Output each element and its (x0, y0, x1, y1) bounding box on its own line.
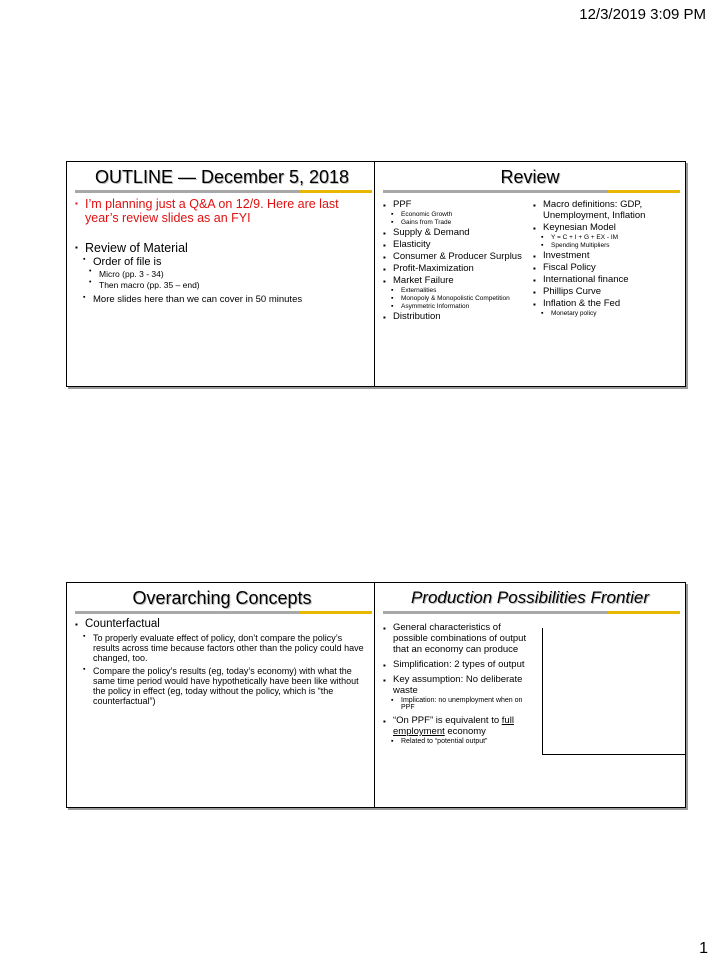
page-number: 1 (699, 940, 708, 957)
equation-item: ▪ Y = C + I + G + EX - IM (533, 234, 679, 241)
slide-title: Production Possibilities Frontier (410, 588, 650, 607)
print-datetime: 12/3/2019 3:09 PM (579, 6, 706, 23)
slide-ppf (374, 582, 686, 808)
ppf-graph-x-axis (542, 754, 686, 755)
compare-across-time-item: ▪ To properly evaluate effect of policy, don’t compare the policy’s results across time because factors other than the policy could have changed, too. (75, 633, 371, 663)
externalities-item: ▪ Externalities (383, 287, 533, 294)
compare-hypothetical-item: ▪ Compare the policy’s results (eg, today’s economy) with what the same time period would have hypothetically have been like without the policy in effect (eg, today without the policy, which is “the counterfactual”) (75, 666, 371, 706)
ppf-characteristics-item: ▪ General characteristics of possible combinations of output that an economy can produce (383, 622, 535, 655)
more-slides-item: ▪ More slides here than we can cover in 50 minutes (75, 294, 371, 305)
title-underline (383, 190, 608, 193)
intl-item: ▪ International finance (533, 274, 679, 285)
title-underline-accent (608, 611, 680, 614)
review-item: ▪ Review of Material (75, 241, 371, 255)
title-underline (383, 611, 608, 614)
title-underline-accent (300, 611, 372, 614)
micro-item: • Micro (pp. 3 - 34) (75, 269, 371, 279)
title-underline (75, 611, 300, 614)
keynesian-item: ▪ Keynesian Model (533, 222, 679, 233)
simplification-item: ▪ Simplification: 2 types of output (383, 659, 535, 670)
gains-item: ▪ Gains from Trade (383, 219, 533, 226)
slide-title: Overarching Concepts (132, 588, 312, 608)
title-underline-accent (300, 190, 372, 193)
phillips-item: ▪ Phillips Curve (533, 286, 679, 297)
elasticity-item: ▪ Elasticity (383, 239, 533, 250)
slide-outline (66, 161, 378, 387)
monopoly-item: ▪ Monopoly & Monopolistic Competition (383, 295, 533, 302)
asym-item: ▪ Asymmetric Information (383, 303, 533, 310)
multipliers-item: ▪ Spending Multipliers (533, 242, 679, 249)
fiscal-item: ▪ Fiscal Policy (533, 262, 679, 273)
macro-item: • Then macro (pp. 35 – end) (75, 280, 371, 290)
profit-item: ▪ Profit-Maximization (383, 263, 533, 274)
growth-item: ▪ Economic Growth (383, 211, 533, 218)
qa-note: ▪ I’m planning just a Q&A on 12/9. Here are last year’s review slides as an FYI (75, 197, 371, 225)
investment-item: ▪ Investment (533, 250, 679, 261)
full-employment-item: ▪ “On PPF” is equivalent to full employment economy (383, 715, 535, 737)
slide-overarching (66, 582, 378, 808)
ppf-graph-y-axis (542, 628, 543, 754)
order-item: ▪ Order of file is (75, 256, 371, 268)
monetary-item: ▪ Monetary policy (533, 310, 679, 317)
slide-title: Review (500, 167, 560, 187)
slide-title: OUTLINE — December 5, 2018 (94, 167, 350, 187)
macro-defs-item: ▪ Macro definitions: GDP, Unemployment, Inflation (533, 199, 679, 221)
inflation-fed-item: ▪ Inflation & the Fed (533, 298, 679, 309)
supply-item: ▪ Supply & Demand (383, 227, 533, 238)
assumption-item: ▪ Key assumption: No deliberate waste (383, 674, 535, 696)
distribution-item: ▪ Distribution (383, 311, 533, 322)
implication-item: ▪ Implication: no unemployment when on PPF (383, 697, 535, 711)
ppf-item: ▪ PPF (383, 199, 533, 210)
title-underline (75, 190, 300, 193)
slide-review (374, 161, 686, 387)
counterfactual-item: ▪ Counterfactual (75, 618, 371, 630)
title-underline-accent (608, 190, 680, 193)
failure-item: ▪ Market Failure (383, 275, 533, 286)
potential-output-item: ▪ Related to “potential output” (383, 738, 535, 745)
surplus-item: ▪ Consumer & Producer Surplus (383, 251, 533, 262)
